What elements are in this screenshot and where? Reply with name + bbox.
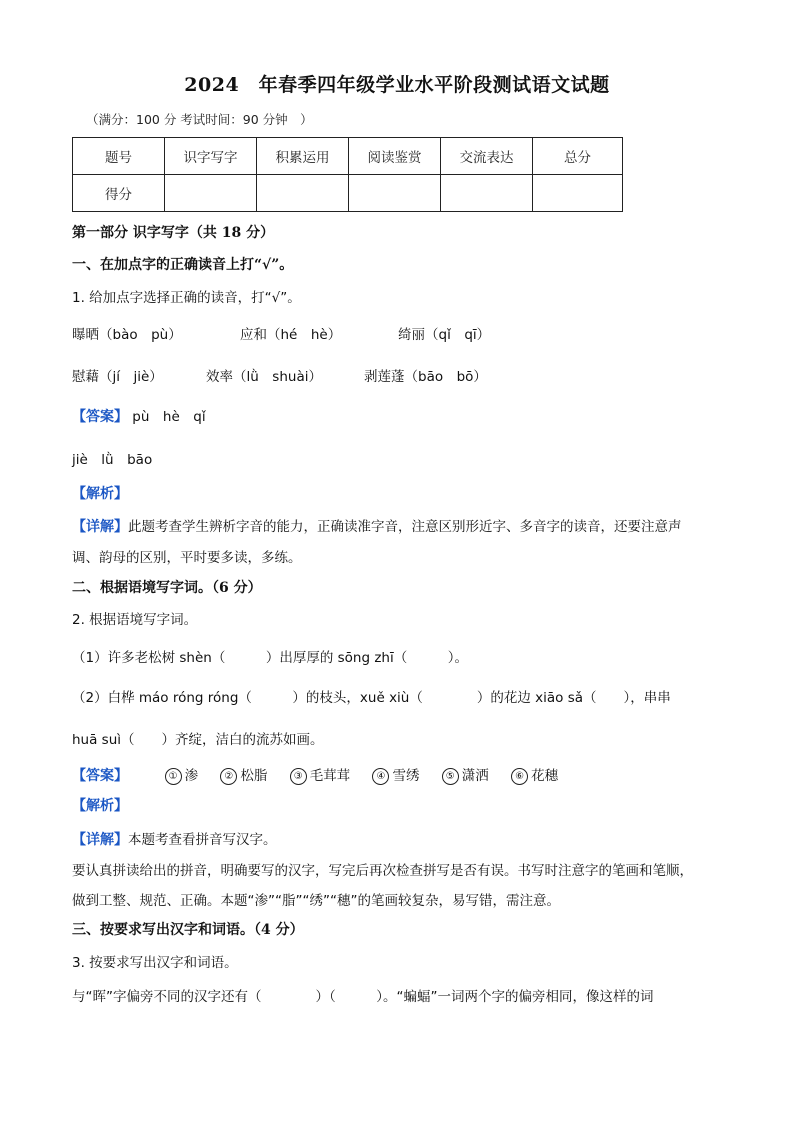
pinyin-choice: 曝晒（bào pù） — [72, 327, 182, 343]
answer-number: ④ — [372, 768, 389, 785]
question-text: （2）白桦 máo róng róng（ ）的枝头，xuě xiù（ ）的花边 xiāo sǎ（ ），串串 — [72, 690, 671, 706]
answer-text: jiè lǜ bāo — [72, 452, 153, 468]
detail-label: 【详解】 — [72, 832, 128, 848]
answer-item — [220, 764, 267, 785]
score-cell[interactable] — [165, 175, 257, 212]
detail-text: 做到工整、规范、正确。本题“渗”“脂”“绣”“穗”的笔画较复杂，易写错，需注意。 — [72, 893, 560, 909]
answer-number: ⑤ — [442, 768, 459, 785]
question-text: 2. 根据语境写字词。 — [72, 612, 198, 628]
question-text: 1. 给加点字选择正确的读音，打“√”。 — [72, 290, 301, 306]
detail-label: 【详解】 — [72, 519, 128, 535]
question-text: （1）许多老松树 shèn（ ）出厚厚的 sōng zhī（ ）。 — [72, 650, 468, 666]
answer-text: 渗 — [184, 768, 199, 784]
score-header-cell: 积累运用 — [257, 138, 349, 175]
answer-text: 松脂 — [240, 768, 268, 784]
answer-text: 花穗 — [531, 768, 559, 784]
pinyin-choice: 应和（hé hè） — [240, 327, 342, 343]
answer-number: ① — [165, 768, 182, 785]
detail-line — [72, 828, 277, 849]
analysis-label: 【解析】 — [72, 486, 128, 502]
answer-item — [372, 764, 419, 785]
score-cell[interactable] — [349, 175, 441, 212]
question-text: huā suì（ ）齐绽，洁白的流苏如画。 — [72, 732, 324, 748]
score-cell[interactable] — [257, 175, 349, 212]
detail-text: 调、韵母的区别，平时要多读，多练。 — [72, 550, 302, 566]
score-row-label: 得分 — [73, 175, 165, 212]
section-title: 一、在加点字的正确读音上打“√”。 — [72, 257, 294, 273]
detail-line — [72, 515, 682, 536]
score-header-cell: 总分 — [533, 138, 623, 175]
answer-label: 【答案】 — [72, 409, 128, 425]
detail-text: 此题考查学生辨析字音的能力，正确读准字音，注意区别形近字、多音字的读音，还要注意声 — [128, 519, 682, 535]
score-header-cell: 题号 — [73, 138, 165, 175]
section-title: 二、根据语境写字词。（6 分） — [72, 580, 262, 596]
page-title: 2024 年春季四年级学业水平阶段测试语文试题 — [184, 74, 610, 96]
pinyin-choice: 绮丽（qǐ qī） — [398, 327, 491, 343]
question-text: 3. 按要求写出汉字和词语。 — [72, 955, 238, 971]
answer-text: 雪绣 — [392, 768, 420, 784]
answer-text: pù hè qǐ — [132, 409, 206, 425]
answer-item — [511, 764, 558, 785]
score-cell[interactable] — [441, 175, 533, 212]
pinyin-choice: 慰藉（jí jiè） — [72, 369, 163, 385]
score-header-cell: 识字写字 — [165, 138, 257, 175]
pinyin-choice: 效率（lǜ shuài） — [206, 369, 322, 385]
answer-item — [442, 764, 489, 785]
answer-number: ③ — [290, 768, 307, 785]
score-header-cell: 阅读鉴赏 — [349, 138, 441, 175]
score-cell[interactable] — [533, 175, 623, 212]
answer-text: 潇洒 — [461, 768, 489, 784]
part-title: 第一部分 识字写字（共 18 分） — [72, 225, 275, 241]
answer-number: ② — [220, 768, 237, 785]
answer-label: 【答案】 — [72, 768, 128, 784]
detail-text: 要认真拼读给出的拼音，明确要写的汉字，写完后再次检查拼写是否有误。书写时注意字的笔画和笔顺， — [72, 863, 693, 879]
score-table — [72, 137, 623, 212]
detail-text: 本题考查看拼音写汉字。 — [128, 832, 277, 848]
score-table-score-row — [73, 175, 623, 212]
pinyin-choice: 剥莲蓬（bāo bō） — [364, 369, 487, 385]
answer-item — [290, 764, 351, 785]
score-header-cell: 交流表达 — [441, 138, 533, 175]
score-table-header-row — [73, 138, 623, 175]
section-title: 三、按要求写出汉字和词语。（4 分） — [72, 922, 304, 938]
answer-line — [72, 764, 576, 785]
answer-item — [165, 764, 199, 785]
exam-meta: （满分：100 分 考试时间：90 分钟 ） — [86, 112, 313, 127]
question-text: 与“晖”字偏旁不同的汉字还有（ ）（ ）。“蝙蝠”一词两个字的偏旁相同，像这样的词 — [72, 989, 654, 1005]
answer-text: 毛茸茸 — [309, 768, 351, 784]
answer-number: ⑥ — [511, 768, 528, 785]
answer-line — [72, 405, 206, 426]
analysis-label: 【解析】 — [72, 798, 128, 814]
